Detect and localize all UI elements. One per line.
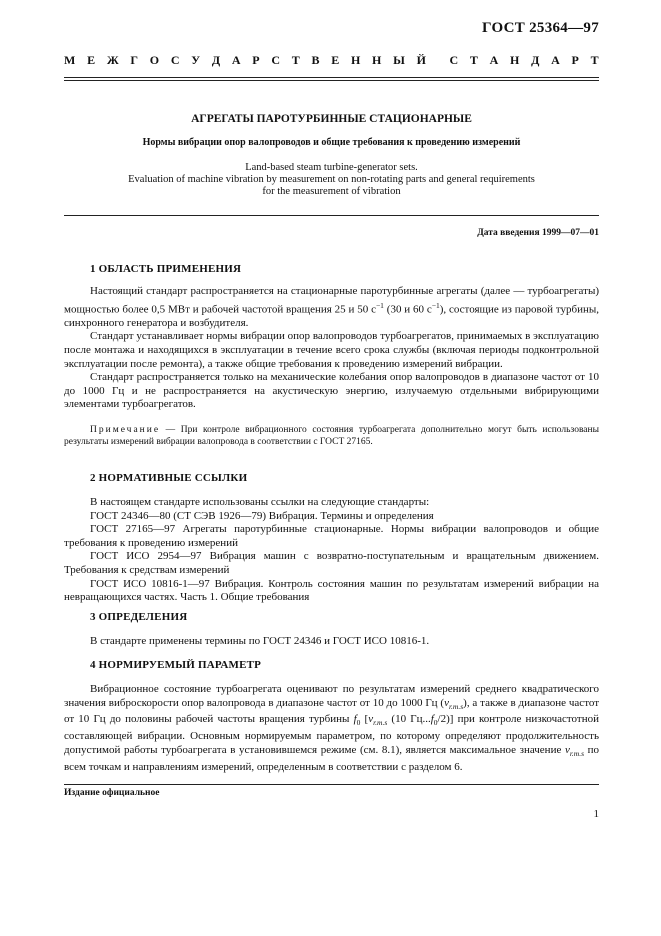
banner-letter: Н <box>510 53 520 67</box>
reference-item: ГОСТ ИСО 2954—97 Вибрация машин с возвратно-поступательным и вращательным движением. Требования к средствам измерений <box>64 550 599 576</box>
banner-letter: Т <box>291 53 300 67</box>
paragraph: Стандарт распространяется только на механические колебания опор валопроводов в диапазоне частот от 10 до 1000 Гц и не распространяется на акустическую энергию, излучаемую отдельными вибрирующими элементами турбоагрегатов. <box>64 371 599 411</box>
section-heading: 4 НОРМИРУЕМЫЙ ПАРАМЕТР <box>90 659 262 671</box>
section-scope <box>64 263 599 448</box>
footer-divider <box>64 784 599 785</box>
section-definitions <box>64 611 599 649</box>
paragraph: В стандарте применены термины по ГОСТ 24346 и ГОСТ ИСО 10816-1. <box>90 635 430 647</box>
official-edition-label: Издание официальное <box>64 788 160 798</box>
section-heading: 2 НОРМАТИВНЫЕ ССЫЛКИ <box>90 472 248 484</box>
banner-letter: А <box>551 53 560 67</box>
banner-letter: Й <box>416 53 426 67</box>
document-subtitle: Нормы вибрации опор валопроводов и общие требования к проведению измерений <box>142 137 521 148</box>
banner-letter: У <box>191 53 201 67</box>
banner-letter: Т <box>590 53 599 67</box>
paragraph: Настоящий стандарт распространяется на стационарные паротурбинные агрегаты (далее — турбоагрегаты) мощностью более 0,5 МВт и рабочей частотой вращения 25 и 50 $с^{-1}$ (30 и 60 $с^{-1}$), состоящие из паровой турбины, синхронного генератора и возбудителя. <box>64 285 599 329</box>
english-title-line: Evaluation of machine vibration by measurement on non-rotating parts and general requirements <box>128 174 535 185</box>
banner-letter: М <box>64 53 76 67</box>
banner-letter: Р <box>571 53 579 67</box>
paragraph: Стандарт устанавливает нормы вибрации опор валопроводов турбоагрегатов, принимаемых в эксплуатацию после монтажа и находящихся в эксплуатации в течение всего срока службы (включая периоды подконтрольной эксплуатации после ремонта), а также общие требования к проведению измерений вибрации. <box>64 330 599 370</box>
reference-item: ГОСТ 24346—80 (СТ СЭВ 1926—79) Вибрация. Термины и определения <box>90 509 434 522</box>
banner-letter: Е <box>331 53 340 67</box>
banner-letter: О <box>149 53 160 67</box>
document-number: ГОСТ 25364—97 <box>481 20 599 36</box>
english-title-line: for the measurement of vibration <box>262 186 401 197</box>
banner-letter: Д <box>531 53 540 67</box>
banner-letter: С <box>449 53 459 67</box>
banner-letter: Ж <box>106 53 119 67</box>
paragraph: Вибрационное состояние турбоагрегата оценивают по результатам измерений среднего квадратического значения виброскорости опор валопровода в диапазоне частот от 10 до 1000 Гц $(v_{r.m.s})$, а также в диапазоне частот от 10 Гц до половины рабочей частоты вращения турбины $f_0$ [$v_{r.m.s}$ (10 $Гц...f_0/2$)] при контроле низкочастотной составляющей вибрации. Основным нормируемым параметром, по которому определяют продолжительность допустимой работы турбоагрегата в установившемся режиме (см. 8.1), является максимальное значение $v_{r.m.s}$ по всем точкам и направлениям измерений, определенным в соответствии с разделом 6. <box>64 683 600 773</box>
english-title-line: Land-based steam turbine-generator sets. <box>245 162 418 173</box>
banner-letter: Р <box>252 53 260 67</box>
title-divider <box>64 215 599 216</box>
banner-letter: С <box>170 53 180 67</box>
banner-letter: Н <box>350 53 361 67</box>
reference-item: ГОСТ ИСО 10816-1—97 Вибрация. Контроль состояния машин по результатам измерений вибрации на невращающихся частях. Часть 1. Общие требования <box>64 577 599 604</box>
banner-letter: С <box>271 53 280 67</box>
banner-letter: Д <box>211 53 221 67</box>
paragraph: В настоящем стандарте использованы ссылки на следующие стандарты: <box>90 496 430 508</box>
page-number: 1 <box>593 808 599 820</box>
section-normalized-parameter <box>64 659 599 774</box>
banner-letter: Н <box>372 53 382 67</box>
banner-letter: Ы <box>393 53 405 67</box>
header-divider <box>64 77 599 81</box>
section-heading: 1 ОБЛАСТЬ ПРИМЕНЕНИЯ <box>90 263 242 275</box>
reference-item: ГОСТ 27165—97 Агрегаты паротурбинные стационарные. Нормы вибрации валопроводов и общие требования к проведению измерений <box>64 523 599 549</box>
note: Примечание — При контроле вибрационного состояния турбоагрегата дополнительно могут быть использованы результаты измерений вибрации валопровода в соответствии с ГОСТ 27165. <box>64 425 599 447</box>
banner-letter: Т <box>469 53 478 67</box>
section-heading: 3 ОПРЕДЕЛЕНИЯ <box>90 611 188 623</box>
banner-letter: Е <box>87 53 96 67</box>
standard-type-banner <box>64 53 599 68</box>
banner-letter: Г <box>130 53 139 67</box>
introduction-date: Дата введения 1999—07—01 <box>477 228 599 238</box>
banner-letter: А <box>231 53 241 67</box>
section-normative-references <box>64 472 599 605</box>
banner-letter: В <box>311 53 320 67</box>
banner-letter: А <box>489 53 499 67</box>
document-title: АГРЕГАТЫ ПАРОТУРБИННЫЕ СТАЦИОНАРНЫЕ <box>191 113 472 125</box>
english-title <box>64 162 599 198</box>
